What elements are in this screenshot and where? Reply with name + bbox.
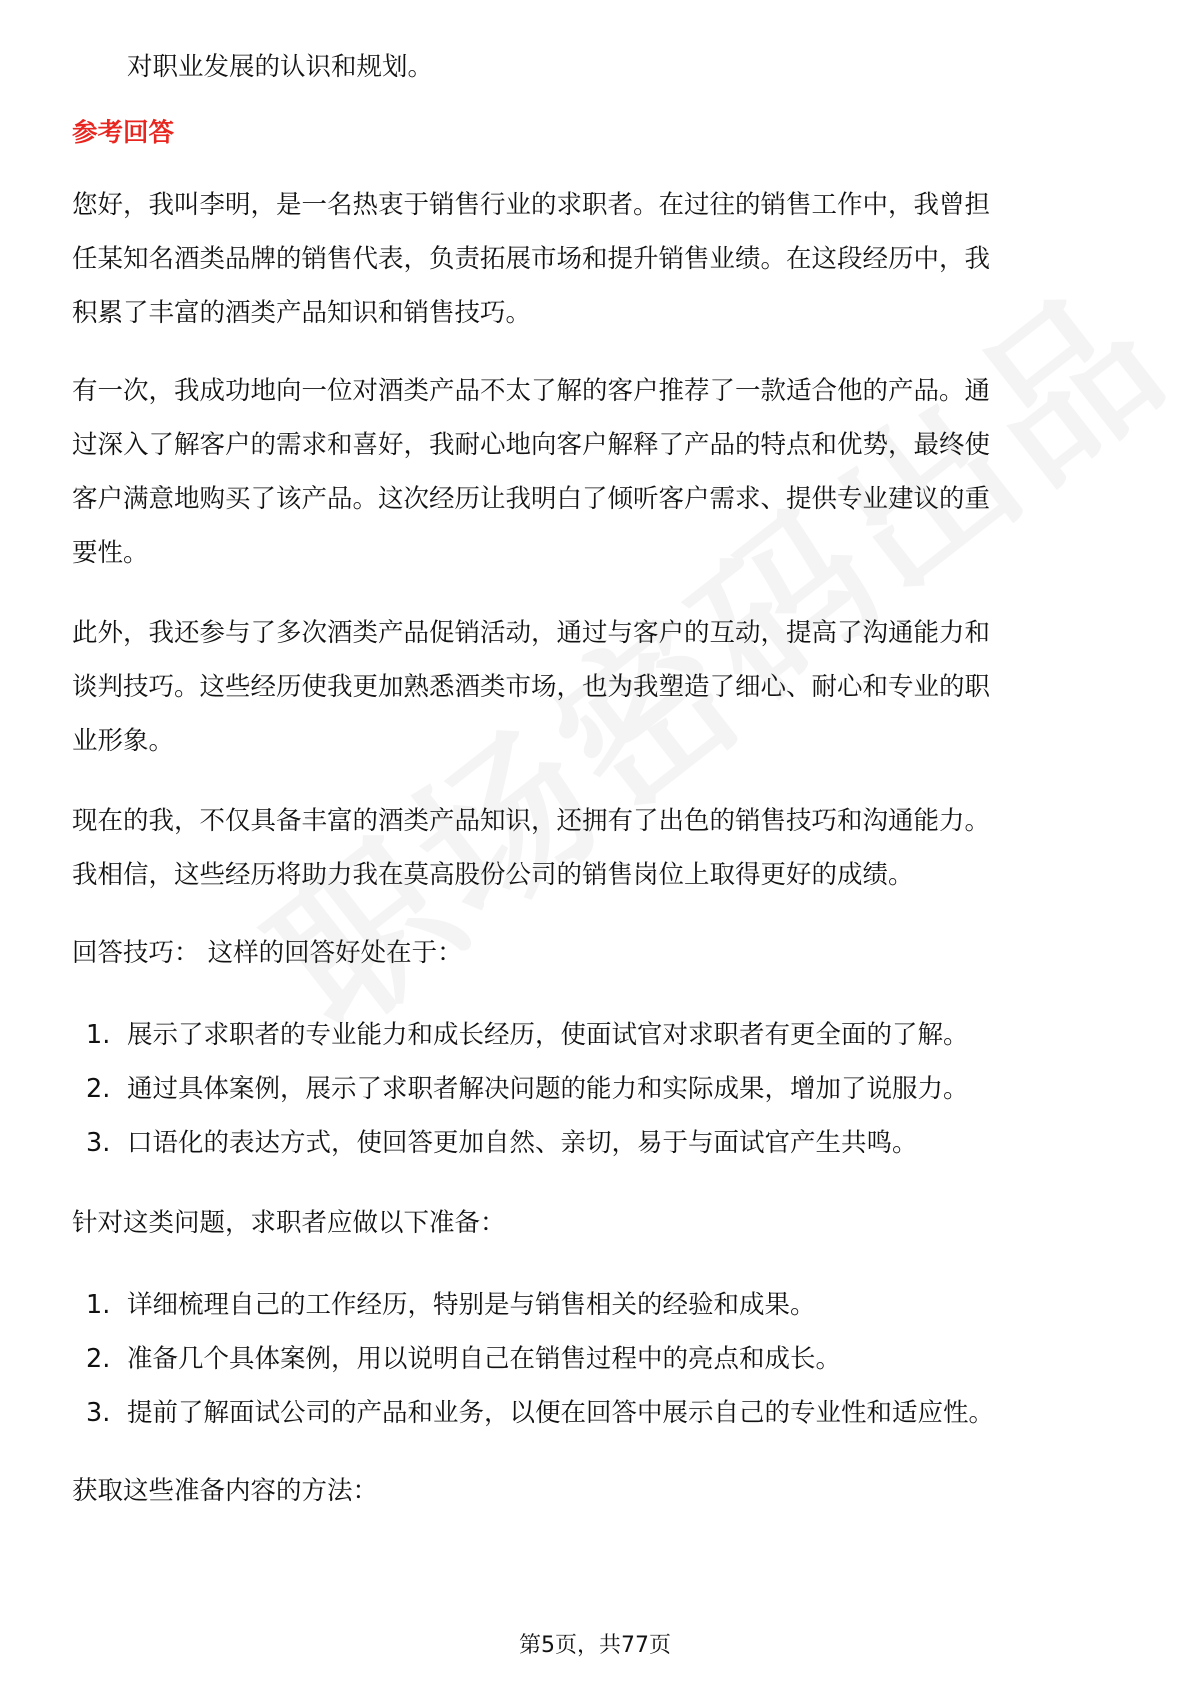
list-number: 3. <box>86 1128 111 1158</box>
list-item: 提前了解面试公司的产品和业务，以便在回答中展示自己的专业性和适应性。 <box>127 1398 995 1428</box>
list-number: 1. <box>86 1020 111 1050</box>
list-item: 展示了求职者的专业能力和成长经历，使面试官对求职者有更全面的了解。 <box>127 1020 969 1050</box>
page-footer: 第5页，共77页 <box>519 1633 671 1658</box>
list-item: 通过具体案例，展示了求职者解决问题的能力和实际成果，增加了说服力。 <box>127 1074 969 1104</box>
method-intro: 获取这些准备内容的方法： <box>72 1476 379 1506</box>
prep-intro: 针对这类问题，求职者应做以下准备： <box>72 1208 506 1238</box>
list-number: 3. <box>86 1398 111 1428</box>
paragraph-line: 客户满意地购买了该产品。这次经历让我明白了倾听客户需求、提供专业建议的重 <box>72 484 991 514</box>
paragraph-line: 您好，我叫李明，是一名热衷于销售行业的求职者。在过往的销售工作中，我曾担 <box>72 190 991 220</box>
list-item: 准备几个具体案例，用以说明自己在销售过程中的亮点和成长。 <box>127 1344 842 1374</box>
intro-tail: 对职业发展的认识和规划。 <box>127 52 434 82</box>
paragraph-line: 积累了丰富的酒类产品知识和销售技巧。 <box>72 298 532 328</box>
list-number: 2. <box>86 1344 111 1374</box>
list-number: 1. <box>86 1290 111 1320</box>
list-item: 详细梳理自己的工作经历，特别是与销售相关的经验和成果。 <box>127 1290 816 1320</box>
paragraph-line: 过深入了解客户的需求和喜好，我耐心地向客户解释了产品的特点和优势，最终使 <box>72 430 991 460</box>
paragraph-line: 此外，我还参与了多次酒类产品促销活动，通过与客户的互动，提高了沟通能力和 <box>72 618 991 648</box>
paragraph-line: 谈判技巧。这些经历使我更加熟悉酒类市场，也为我塑造了细心、耐心和专业的职 <box>72 672 991 702</box>
paragraph-line: 任某知名酒类品牌的销售代表，负责拓展市场和提升销售业绩。在这段经历中，我 <box>72 244 991 274</box>
list-number: 2. <box>86 1074 111 1104</box>
tips-intro: 回答技巧： 这样的回答好处在于： <box>72 938 463 968</box>
paragraph-line: 现在的我，不仅具备丰富的酒类产品知识，还拥有了出色的销售技巧和沟通能力。 <box>72 806 991 836</box>
paragraph-line: 要性。 <box>72 538 149 568</box>
paragraph-line: 有一次，我成功地向一位对酒类产品不太了解的客户推荐了一款适合他的产品。通 <box>72 376 991 406</box>
answer-heading: 参考回答 <box>72 118 175 148</box>
paragraph-line: 业形象。 <box>72 726 175 756</box>
list-item: 口语化的表达方式，使回答更加自然、亲切，易于与面试官产生共鸣。 <box>127 1128 918 1158</box>
paragraph-line: 我相信，这些经历将助力我在莫高股份公司的销售岗位上取得更好的成绩。 <box>72 860 914 890</box>
